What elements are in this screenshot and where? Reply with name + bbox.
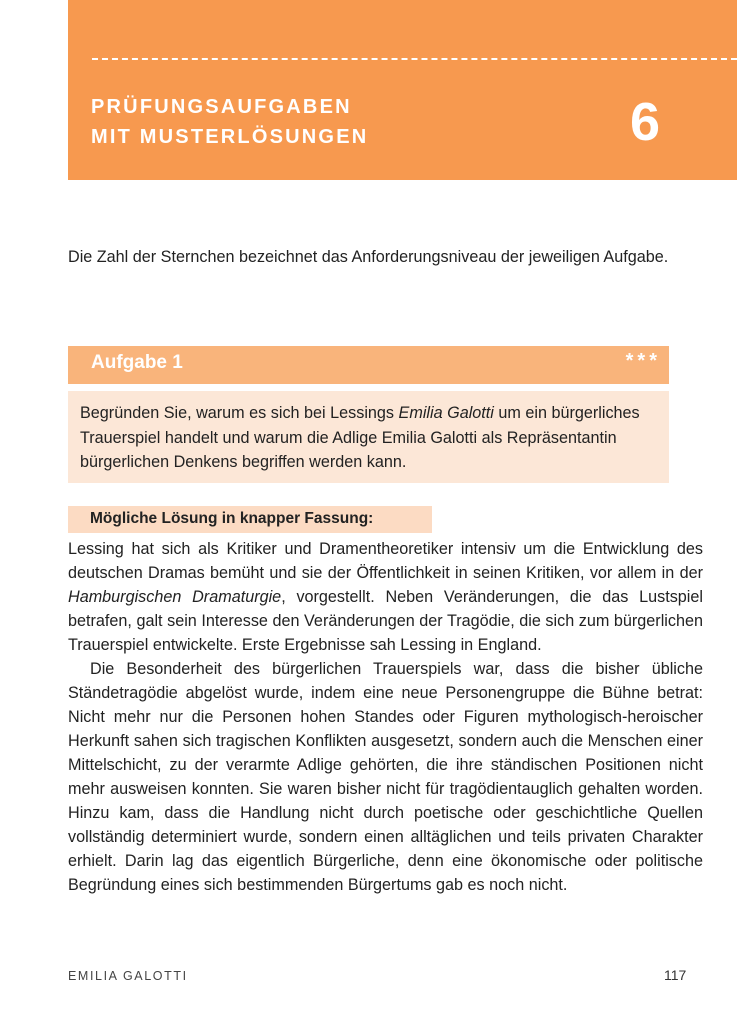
intro-text: Die Zahl der Sternchen bezeichnet das Anforderungsniveau der jeweiligen Aufgabe. <box>68 248 669 266</box>
task-box <box>68 391 669 483</box>
paragraph-1-italic: Hamburgischen Dramaturgie <box>68 588 282 606</box>
dashed-divider <box>92 58 737 60</box>
solution-body <box>68 537 703 897</box>
page-number: 117 <box>664 967 687 983</box>
chapter-title-line-2: MIT MUSTERLÖSUNGEN <box>91 126 369 148</box>
chapter-number: 6 <box>630 92 661 152</box>
solution-paragraph-2: Die Besonderheit des bürgerlichen Trauerspiels war, dass die bisher übliche Ständetragödie abgelöst wurde, indem eine neue Personengruppe die Bühne betrat: Nicht mehr nur die Personen hohen Standes oder Figuren mythologisch-heroischer Herkunft sahen sich tragischen Konflikten ausgesetzt, sondern auch die Menschen einer Mittelschicht, zu der verarmte Adlige gehörten, die ihre ständischen Positionen nicht mehr ausweisen konnten. Sie waren bisher nicht für tragödientauglich gehalten worden. Hinzu kam, dass die Handlung nicht durch poetische oder geschichtliche Quellen vollständig determiniert wurde, sondern einen alltäglichen und teils privaten Charakter erhielt. Darin lag das eigentlich Bürgerliche, denn eine ökonomische oder politische Begründung eines sich bestimmenden Bürgertums gab es noch nicht. <box>68 660 703 894</box>
task-heading-bar <box>68 346 669 384</box>
chapter-header <box>68 0 737 180</box>
chapter-title-line-1: PRÜFUNGSAUFGABEN <box>91 96 352 118</box>
paragraph-1-part-1: Lessing hat sich als Kritiker und Dramentheoretiker intensiv um die Entwicklung des deutschen Dramas bemüht und sie der Öffentlichkeit in seinen Kritiken, vor allem in der <box>68 540 703 582</box>
solution-label: Mögliche Lösung in knapper Fassung: <box>90 510 374 527</box>
chapter-title <box>91 92 368 152</box>
solution-label-box <box>68 506 432 533</box>
task-text <box>80 401 660 475</box>
task-text-part-1: Begründen Sie, warum es sich bei Lessings <box>80 404 399 422</box>
paragraph-1-part-2: , vorgestellt. Neben Veränderungen, die das Lustspiel betrafen, galt sein Interesse den Veränderungen der Tragödie, die sich zum bürgerlichen Trauerspiel entwickelte. Erste Ergebnisse sah Lessing in England. <box>68 588 703 654</box>
footer-book-title: EMILIA GALOTTI <box>68 969 188 983</box>
solution-paragraph-1 <box>68 537 703 657</box>
task-text-italic: Emilia Galotti <box>398 404 494 422</box>
difficulty-stars: *** <box>625 350 661 372</box>
task-label: Aufgabe 1 <box>91 352 183 373</box>
task-text-part-2: um ein bürgerliches Trauerspiel handelt und warum die Adlige Emilia Galotti als Repräsentantin bürgerlichen Denkens begriffen werden kann. <box>80 404 640 471</box>
